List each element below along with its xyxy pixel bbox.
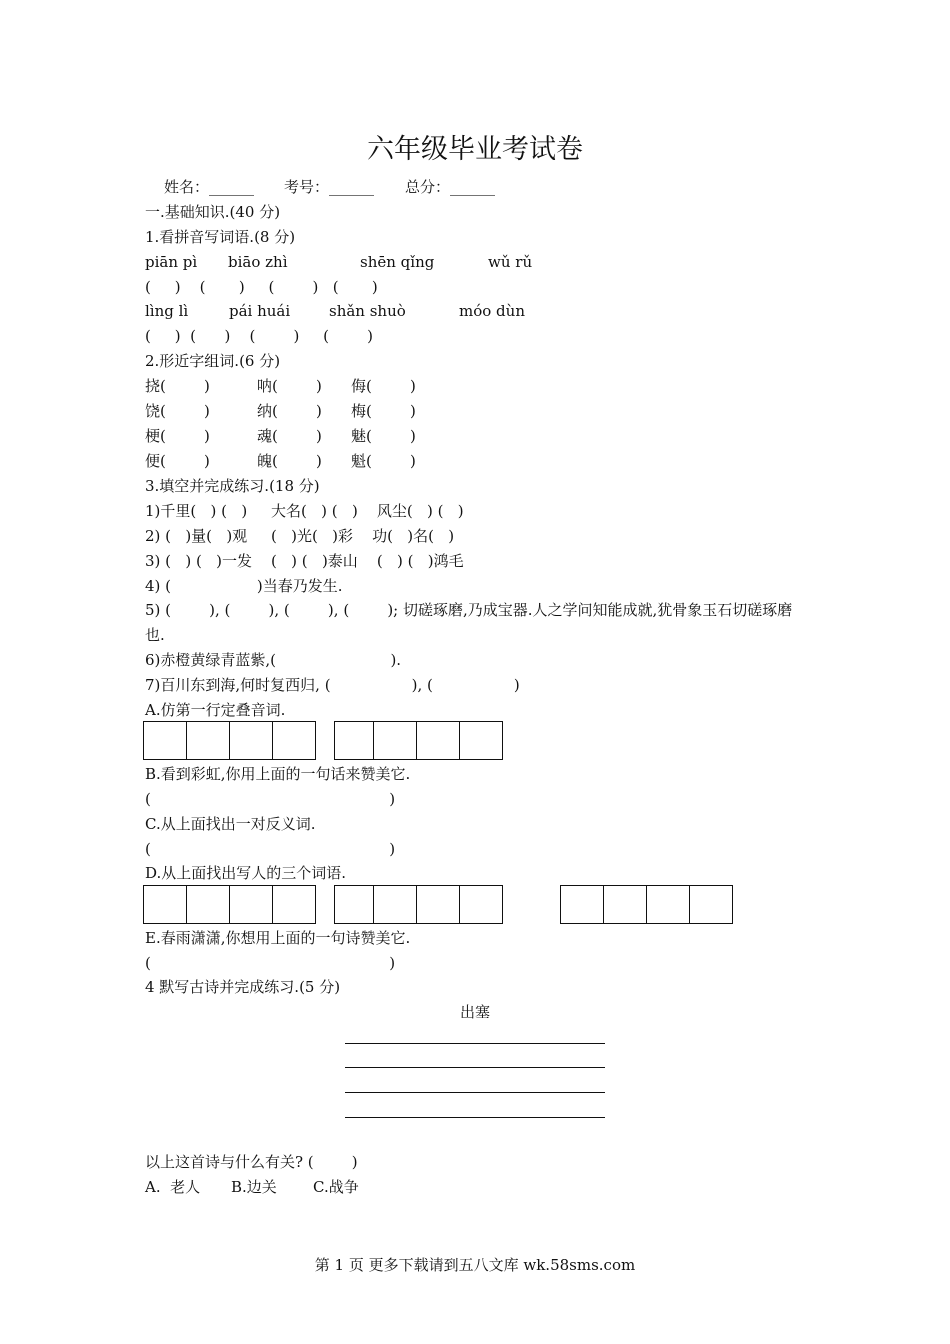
word-item[interactable]: 魂( ) (257, 427, 322, 445)
subquestion-e: E.春雨潇潇,你想用上面的一句诗赞美它. (145, 929, 411, 947)
pinyin-item: shēn qǐng (360, 253, 435, 271)
answer-box[interactable] (459, 885, 503, 924)
word-item[interactable]: 梅( ) (351, 402, 416, 420)
answer-blank[interactable]: ( ) (145, 790, 396, 808)
word-item[interactable]: 挠( ) (145, 377, 210, 395)
answer-box[interactable] (373, 721, 417, 760)
question-2-heading: 2.形近字组词.(6 分) (145, 352, 281, 370)
name-field[interactable]: 姓名：______ (164, 178, 255, 196)
pinyin-item: wǔ rǔ (488, 253, 533, 271)
answer-box[interactable] (143, 721, 187, 760)
page-footer: 第 1 页 更多下载请到五八文库 wk.58sms.com (314, 1256, 636, 1274)
answer-box[interactable] (334, 885, 374, 924)
option-a[interactable]: A. 老人 (145, 1178, 201, 1196)
poem-writing-line[interactable] (345, 1067, 605, 1068)
answer-box[interactable] (560, 885, 604, 924)
answer-box[interactable] (229, 721, 273, 760)
answer-box[interactable] (373, 885, 417, 924)
answer-box[interactable] (603, 885, 647, 924)
answer-box[interactable] (334, 721, 374, 760)
answer-blank[interactable]: ( ) (145, 840, 396, 858)
word-item[interactable]: 梗( ) (145, 427, 210, 445)
question-3-heading: 3.填空并完成练习.(18 分) (145, 477, 320, 495)
fill-line[interactable]: 1)千里( ) ( ) 大名( ) ( ) 风尘( ) ( ) (145, 502, 464, 520)
answer-box[interactable] (459, 721, 503, 760)
word-item[interactable]: 魅( ) (351, 427, 416, 445)
poem-question[interactable]: 以上这首诗与什么有关? ( ) (145, 1153, 358, 1171)
fill-line[interactable]: 6)赤橙黄绿青蓝紫,( ). (145, 651, 402, 669)
answer-blank[interactable]: ( ) (145, 954, 396, 972)
answer-box[interactable] (143, 885, 187, 924)
answer-box[interactable] (416, 721, 460, 760)
answer-box[interactable] (186, 721, 230, 760)
subquestion-c: C.从上面找出一对反义词. (145, 815, 316, 833)
pinyin-item: lìng lì (145, 302, 189, 320)
answer-blank-row[interactable]: ( ) ( ) ( ) ( ) (145, 278, 378, 296)
word-item[interactable]: 纳( ) (257, 402, 322, 420)
option-b[interactable]: B.边关 (231, 1178, 277, 1196)
option-c[interactable]: C.战争 (313, 1178, 359, 1196)
page-title: 六年级毕业考试卷 (367, 134, 583, 165)
question-4-heading: 4 默写古诗并完成练习.(5 分) (145, 978, 341, 996)
fill-line[interactable]: 7)百川东到海,何时复西归, ( ), ( ) (145, 676, 520, 694)
subquestion-d: D.从上面找出写人的三个词语. (145, 864, 347, 882)
word-item[interactable]: 便( ) (145, 452, 210, 470)
section-heading: 一.基础知识.(40 分) (145, 203, 281, 221)
subquestion-a: A.仿第一行定叠音词. (145, 701, 286, 719)
fill-line[interactable]: 3) ( ) ( )一发 ( ) ( )泰山 ( ) ( )鸿毛 (145, 552, 464, 570)
answer-blank-row[interactable]: ( ) ( ) ( ) ( ) (145, 327, 374, 345)
pinyin-item: shǎn shuò (329, 302, 406, 320)
fill-line[interactable]: 2) ( )量( )观 ( )光( )彩 功( )名( ) (145, 527, 455, 545)
answer-box[interactable] (416, 885, 460, 924)
pinyin-item: biāo zhì (228, 253, 288, 271)
score-field[interactable]: 总分：______ (405, 178, 496, 196)
word-item[interactable]: 魄( ) (257, 452, 322, 470)
poem-title: 出塞 (459, 1003, 490, 1021)
poem-writing-line[interactable] (345, 1092, 605, 1093)
word-item[interactable]: 饶( ) (145, 402, 210, 420)
subquestion-b: B.看到彩虹,你用上面的一句话来赞美它. (145, 765, 411, 783)
word-item[interactable]: 呐( ) (257, 377, 322, 395)
poem-writing-line[interactable] (345, 1043, 605, 1044)
answer-box[interactable] (229, 885, 273, 924)
fill-line[interactable]: 5) ( ), ( ), ( ), ( ); 切磋琢磨,乃成宝器.人之学问知能成就,犹骨象玉石切磋琢磨 (145, 601, 793, 619)
pinyin-item: móo dùn (459, 302, 525, 320)
pinyin-item: piān pì (145, 253, 198, 271)
answer-box[interactable] (272, 721, 316, 760)
number-field[interactable]: 考号：______ (284, 178, 375, 196)
word-item[interactable]: 魁( ) (351, 452, 416, 470)
fill-line-continued: 也. (145, 626, 165, 644)
fill-line[interactable]: 4) ( )当春乃发生. (145, 577, 343, 595)
answer-box[interactable] (646, 885, 690, 924)
answer-box[interactable] (272, 885, 316, 924)
answer-box[interactable] (186, 885, 230, 924)
question-1-heading: 1.看拼音写词语.(8 分) (145, 228, 296, 246)
pinyin-item: pái huái (229, 302, 291, 320)
answer-box[interactable] (689, 885, 733, 924)
word-item[interactable]: 侮( ) (351, 377, 416, 395)
poem-writing-line[interactable] (345, 1117, 605, 1118)
